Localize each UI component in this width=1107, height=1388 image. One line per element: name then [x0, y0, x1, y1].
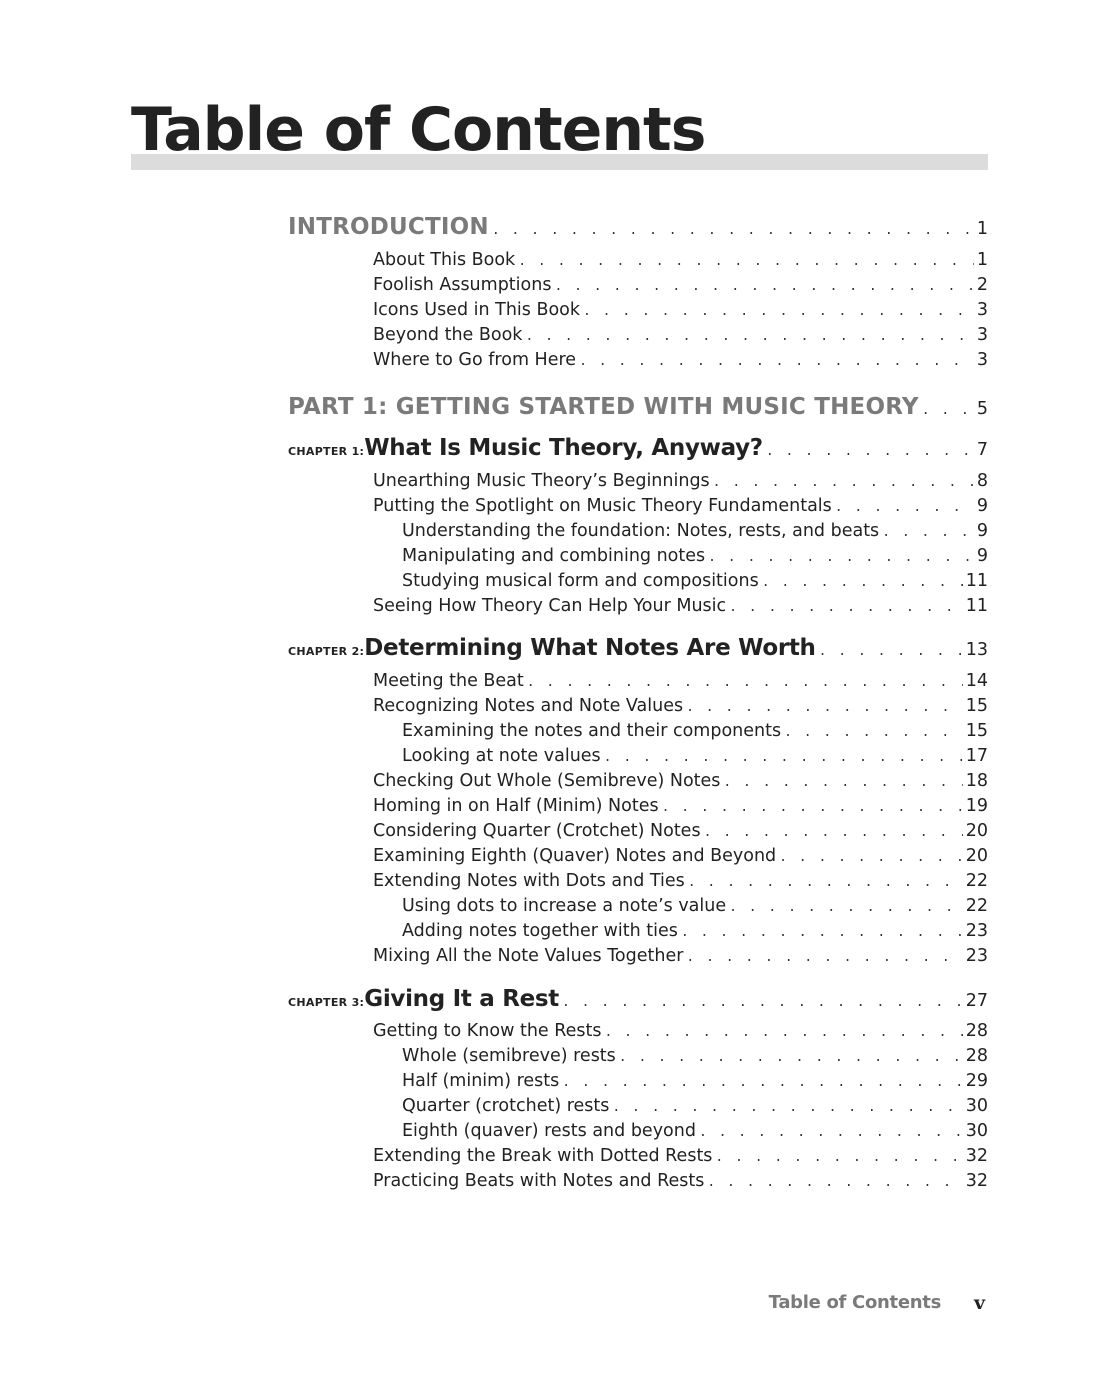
entry-page-number: 23	[965, 921, 988, 941]
entry-title: Homing in on Half (Minim) Notes	[373, 796, 659, 816]
dot-leader	[686, 945, 962, 971]
dot-leader	[562, 990, 963, 1016]
entry-page-number: 22	[965, 871, 988, 891]
entry-title: Seeing How Theory Can Help Your Music	[373, 596, 727, 616]
toc-chapter-entry[interactable]	[288, 435, 988, 467]
entry-title: PART 1: GETTING STARTED WITH MUSIC THEORY	[288, 394, 919, 420]
dot-leader	[729, 595, 963, 621]
entry-title: Half (minim) rests	[402, 1071, 560, 1091]
entry-page-number: 30	[965, 1096, 988, 1116]
dot-leader	[922, 398, 974, 424]
toc-subsection-entry[interactable]	[402, 568, 988, 594]
entry-page-number: 32	[965, 1146, 988, 1166]
toc-section-entry[interactable]	[373, 793, 988, 819]
entry-title: Recognizing Notes and Note Values	[373, 696, 684, 716]
entry-title: Quarter (crotchet) rests	[402, 1096, 610, 1116]
toc-section-entry[interactable]	[373, 493, 988, 519]
chapter-label: CHAPTER 3:	[288, 996, 365, 1009]
entry-title: About This Book	[373, 250, 516, 270]
toc-subsection-entry[interactable]	[402, 718, 988, 744]
toc-subsection-entry[interactable]	[402, 1118, 988, 1144]
toc-part-entry[interactable]	[288, 214, 988, 244]
entry-page-number: 20	[965, 846, 988, 866]
entry-title: Understanding the foundation: Notes, rests, and beats	[402, 521, 880, 541]
toc-section-entry[interactable]	[373, 1168, 988, 1194]
toc-section-entry[interactable]	[373, 297, 988, 323]
toc-chapter-entry[interactable]	[288, 635, 988, 667]
entry-page-number: 23	[965, 946, 988, 966]
entry-title: Examining Eighth (Quaver) Notes and Beyond	[373, 846, 777, 866]
entry-page-number: 3	[976, 300, 988, 320]
dot-leader	[492, 218, 974, 244]
toc-section-entry[interactable]	[373, 693, 988, 719]
entry-page-number: 14	[965, 671, 988, 691]
entry-page-number: 29	[965, 1071, 988, 1091]
chapter-label: CHAPTER 1:	[288, 445, 365, 458]
entry-page-number: 3	[976, 325, 988, 345]
entry-title: Mixing All the Note Values Together	[373, 946, 684, 966]
toc-section-entry[interactable]	[373, 468, 988, 494]
toc-section-entry[interactable]	[373, 322, 988, 348]
entry-title: Extending Notes with Dots and Ties	[373, 871, 685, 891]
toc-section-entry[interactable]	[373, 272, 988, 298]
entry-page-number: 5	[976, 399, 988, 419]
page-title: Table of Contents	[131, 95, 706, 165]
entry-page-number: 28	[965, 1021, 988, 1041]
entry-page-number: 2	[976, 275, 988, 295]
entry-title: Beyond the Book	[373, 325, 523, 345]
toc-subsection-entry[interactable]	[402, 1068, 988, 1094]
running-footer-label: Table of Contents	[768, 1292, 941, 1313]
toc-subsection-entry[interactable]	[402, 1093, 988, 1119]
entry-page-number: 17	[965, 746, 988, 766]
entry-page-number: 1	[976, 219, 988, 239]
entry-title: Where to Go from Here	[373, 350, 577, 370]
dot-leader	[766, 439, 974, 465]
entry-title: Whole (semibreve) rests	[402, 1046, 616, 1066]
entry-page-number: 3	[976, 350, 988, 370]
entry-page-number: 1	[976, 250, 988, 270]
entry-page-number: 13	[965, 640, 988, 660]
entry-page-number: 11	[965, 596, 988, 616]
entry-title: Examining the notes and their components	[402, 721, 782, 741]
entry-page-number: 28	[965, 1046, 988, 1066]
chapter-label: CHAPTER 2:	[288, 645, 365, 658]
entry-title: Eighth (quaver) rests and beyond	[402, 1121, 696, 1141]
entry-page-number: 22	[965, 896, 988, 916]
toc-part-entry[interactable]	[288, 394, 988, 424]
toc-section-entry[interactable]	[373, 1018, 988, 1044]
entry-title: Looking at note values	[402, 746, 601, 766]
entry-title: Giving It a Rest	[364, 986, 559, 1012]
toc-subsection-entry[interactable]	[402, 1043, 988, 1069]
entry-page-number: 27	[965, 991, 988, 1011]
dot-leader	[579, 349, 974, 375]
entry-title: Considering Quarter (Crotchet) Notes	[373, 821, 701, 841]
toc-section-entry[interactable]	[373, 843, 988, 869]
entry-page-number: 9	[976, 546, 988, 566]
toc-section-entry[interactable]	[373, 818, 988, 844]
toc-subsection-entry[interactable]	[402, 518, 988, 544]
entry-title: INTRODUCTION	[288, 214, 489, 240]
entry-page-number: 15	[965, 696, 988, 716]
entry-page-number: 9	[976, 521, 988, 541]
entry-page-number: 20	[965, 821, 988, 841]
toc-section-entry[interactable]	[373, 1143, 988, 1169]
entry-title: Practicing Beats with Notes and Rests	[373, 1171, 705, 1191]
entry-page-number: 19	[965, 796, 988, 816]
toc-section-entry[interactable]	[373, 943, 988, 969]
entry-title: Using dots to increase a note’s value	[402, 896, 727, 916]
entry-title: Unearthing Music Theory’s Beginnings	[373, 471, 710, 491]
entry-title: Meeting the Beat	[373, 671, 524, 691]
entry-page-number: 9	[976, 496, 988, 516]
toc-subsection-entry[interactable]	[402, 543, 988, 569]
dot-leader	[707, 1170, 962, 1196]
entry-page-number: 15	[965, 721, 988, 741]
entry-page-number: 30	[965, 1121, 988, 1141]
entry-title: Extending the Break with Dotted Rests	[373, 1146, 713, 1166]
toc-section-entry[interactable]	[373, 247, 988, 273]
entry-title: What Is Music Theory, Anyway?	[364, 435, 763, 461]
footer-page-number: v	[974, 1292, 986, 1314]
toc-subsection-entry[interactable]	[402, 918, 988, 944]
toc-section-entry[interactable]	[373, 593, 988, 619]
dot-leader	[819, 639, 963, 665]
toc-section-entry[interactable]	[373, 768, 988, 794]
entry-title: Getting to Know the Rests	[373, 1021, 602, 1041]
toc-section-entry[interactable]	[373, 868, 988, 894]
entry-page-number: 11	[965, 571, 988, 591]
entry-page-number: 8	[976, 471, 988, 491]
entry-title: Icons Used in This Book	[373, 300, 581, 320]
entry-title: Adding notes together with ties	[402, 921, 678, 941]
entry-title: Foolish Assumptions	[373, 275, 552, 295]
toc-subsection-entry[interactable]	[402, 893, 988, 919]
toc-chapter-entry[interactable]	[288, 986, 988, 1018]
entry-title: Studying musical form and compositions	[402, 571, 759, 591]
entry-page-number: 7	[976, 440, 988, 460]
entry-title: Putting the Spotlight on Music Theory Fundamentals	[373, 496, 832, 516]
entry-page-number: 18	[965, 771, 988, 791]
toc-subsection-entry[interactable]	[402, 743, 988, 769]
toc-section-entry[interactable]	[373, 347, 988, 373]
entry-title: Determining What Notes Are Worth	[364, 635, 816, 661]
toc-section-entry[interactable]	[373, 668, 988, 694]
entry-page-number: 32	[965, 1171, 988, 1191]
entry-title: Manipulating and combining notes	[402, 546, 706, 566]
entry-title: Checking Out Whole (Semibreve) Notes	[373, 771, 721, 791]
